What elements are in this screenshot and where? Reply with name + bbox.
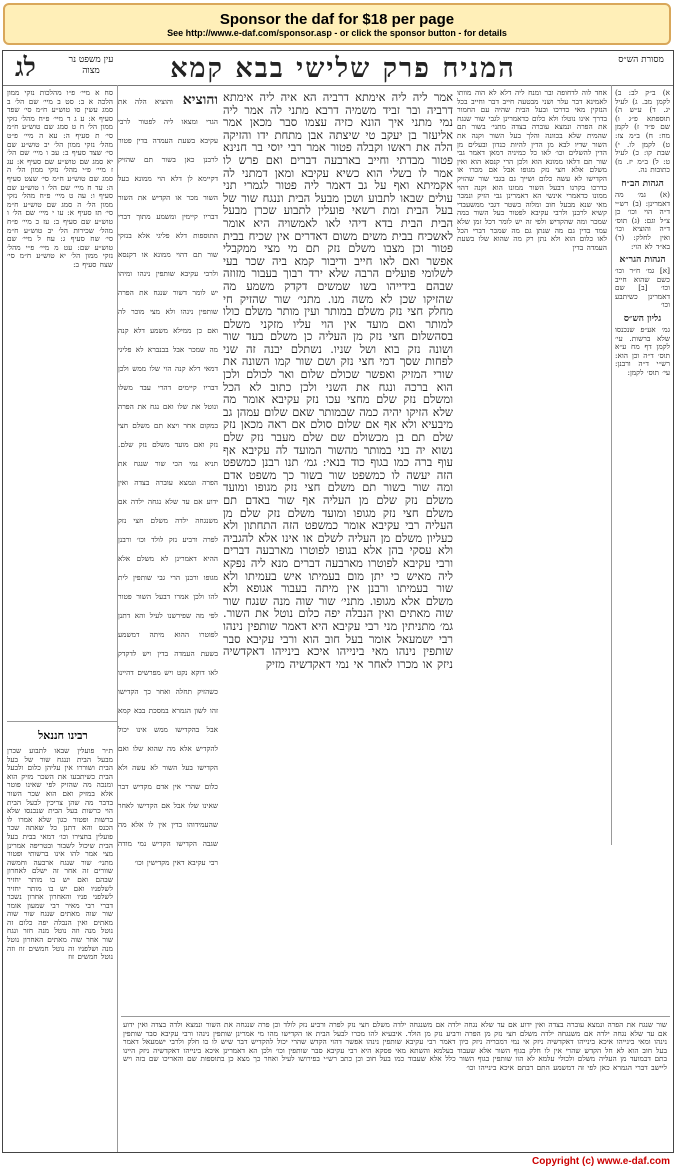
- rabbenu-chananel-column: [7, 747, 113, 1102]
- gilyon-text: גמ׳ אע״פ שנכנסו שלא ברשות. עי׳ לקמן דף מח ע״א תוס׳ ד״ה וכן הוא: רש״י ד״ה ורבנן: עי׳ תוס׳ לקמן:: [615, 325, 670, 378]
- rashi-text: אחד לוה לדחופה ובר ומנח ליה דלא לא הוה מוותו לאמינא דבר עלר ושני מבטעה חייב דבר וחייב בכל הנזקין מאי כדרכו ובעל הבית שהיה עם החמור בדרך אינו נוטלו ולא כלום כדאמרינן לגבי שור שנגח את הפרה ונמצא עוברה בצדה מתני׳ בשור תם שהמית שלא בכוונה והלך בעל השור וקנה את השור שדיו לבא מן הדין להיות כנדון ובעלים מן הדין להשלים וכו׳ לאו כל כמיניה דמאן דאמר גבי שור תם דלאו ממונא הוא ולכן הרי קנסא הוא ואין משלם אלא חצי נזק מגופו אבל אם מכרו או הקדישו לא עשה כלום ושייך גם בגבי שור שהזיק כדרכו בקרנו דבעל השור ממונו הוא וקנה דהוי ממונו כדאמרי אינשי הא דאמרינן גבי הזיק ונמכר מאי שנא מבעל חוב ומלוה בשטר דגבי ממשעבדי קשיא לרבנן ולרבי עקיבא לפטור בעל השור במה שמכר ומה שהקדיש ולפי זה יש לומר דכל זמן שלא עמד בדין גם מה שנתן גם מה שמכר דברי הכל לאו כלום הוא ולא נתן רק מה שהוא שלו בשעת העמדה בדין: [457, 89, 607, 252]
- divider: [7, 721, 117, 722]
- rabbenu-chananel-heading: רבינו חננאל: [38, 729, 88, 742]
- gemara-column: [223, 91, 453, 941]
- bottom-commentary-text: שור שנגח את הפרה ונמצא עוברה בצדה ואין ידוע אם עד שלא נגחה ילדה אם משנגחה ילדה משלם חצי נזק לפרה ורביע נזק לולד וכן פרה שנגחה את השור ונמצא ולדה בצדה ואין ידוע אם עד שלא נגחה ילדה אם משנגחה ילדה משלם חצי נזק מן הפרה ורביע נזק מן הולד. איבעיא להו מכרו לבעל הבית או הקדישו מהו מי אמרינן שותפין נינהו ורבי עקיבא סבר שותפין נינהו ומאי בינייהו איכא בינייהו דאקדשיה ניזק אי נמי דמכריה ניזק כיון דאמר רבי עקיבא שותפין נינהו אפשר דהוי הקדש שהרי יכול להקדיש דבר שיש לו בו חלק ולרבי ישמעאל דאמר בעל חוב הוא לא חל הקדש שהרי אין לו חלק בגוף השור אלא שעבוד בעלמא והשתא מאי פסקא היא רבי עקיבא סבר שותפין וכו׳ ולכן הא דאמרינן איכא בינייהו דאקדשיה ניזק היינו בתם דבמועד מן העליה משלם ולכולי עלמא לא הוו שותפין בגוף השור כלל אלא שעבוד כמו בעל חוב וכן כתב רש״י בפירושו לעיל ואחר כך מצא כן בתוספות שם והאריכו שם בזה ויש ליישב דברי הגמרא כאן לפי זה דמשמע התם דבתם איכא בינייהו וכו׳: [123, 1021, 667, 1072]
- sponsor-banner[interactable]: [3, 3, 671, 45]
- ein-mishpat-text: סח א מיי׳ פ״ו מהלכות נזקי ממון הלכה א ב: סט ב מיי׳ שם הל׳ ב סמג עשין סו טוש״ע ח״מ סי׳ שפד סעיף א: ע ג ד מיי׳ פ״ח מהל׳ נזקי ממון הל׳ ח ט סמג שם טוש״ע ח״מ סי׳ ת סעיף ה: עא ה מיי׳ פ״ט מהל׳ נזקי ממון הל׳ יב טוש״ע שם סי׳ שצד סעיף ב: עב ו מיי׳ שם הל׳ יא סמג שם טוש״ע שם סעיף א: עג ז מיי׳ פ״י מהל׳ נזקי ממון הל׳ ה סמג שם טוש״ע ח״מ סי׳ שצט סעיף ה: עד ח מיי׳ שם הל׳ ו טוש״ע שם סעיף ו: עה ט מיי׳ פ״ח מהל׳ נזקי ממון הל׳ ה סמג שם טוש״ע ח״מ סי׳ תז סעיף א: עו י מיי׳ שם הל׳ ו טוש״ע שם סעיף ב: עז כ מיי׳ פ״ח מהל׳ שכירות הל׳ יב טוש״ע ח״מ סי׳ שח סעיף ג: עח ל מיי׳ שם טוש״ע שם: עט מ מיי׳ פ״י מהל׳ נזקי ממון הל׳ יא טוש״ע ח״מ סי׳ שצח סעיף ב:: [7, 89, 113, 269]
- rabbenu-chananel-text: ת״ר פועלין שבאו לתבוע שכרן מבעל הבית וננגח שור של בעל הבית ושוררו אין עליהן כלום ולבעל הבית כשיתבעו את השכר מזיק הוא ומנכה מה שהזיק לפי שאינו פוטר אלא במזיק ואם הוא שכר השור בדבר מה שהן צריכין לבעל הבית הוי כרשות בעל הבית שנכנסו שלא ברשות ופטור כגון שלא אמרו לו הכנס והא דתנן כל שאתה שכר פועלין בחצירו וכו׳ דמאי בבית בעל הבית שיכול לשבור ובטריפה אמרינן מצי אמר להו אינו ברשותי ופטור מתני׳ שור שנגח ארבעה וחמשה שוורים זה אחר זה ישלם לאחרון שבהם ואם יש בו מותר יחזיר לשלפניו ואם יש בו מותר יחזיר לשלפני פניו והאחרון אחרון נשכר דברי רבי מאיר רבי שמעון אומר שור שוה מאתים שנגח שור שוה מאתים ואין הנבלה יפה כלום זה נוטל מנה וזה נוטל מנה חזר ונגח שור אחר שוה מאתים האחרון נוטל מנה ושלפניו זה נוטל חמשים זוז וזה נוטל חמשים זוז: [7, 747, 113, 962]
- divider: [611, 85, 612, 845]
- massoret-text: א) ב״ק לב: ב) לקמן מב. ג) לעיל יג. ד) ע״ש ה) תוספתא פ״ג ו) שם פ״ד ז) לקמן מח: ח) ב״מ צז: ט) לקמן לו. י) שבת קו: כ) לעיל ט: ל) ב״מ יז. מ) כתובות נה.: [615, 89, 670, 175]
- ein-mishpat-label: עין משפט נר מצוה: [68, 55, 114, 76]
- hagahot-text: (א) גמ׳ מה דאמרינן: (ב) רש״י ד״ה הוי וכו׳ כן צ״ל וגם: (ג) תוס׳ ד״ה והוציא וכו׳ ואין לחלק: (ד) בא״ד לא הוי:: [615, 189, 670, 251]
- bottom-commentary: [123, 1021, 667, 1131]
- page-header: [3, 51, 673, 86]
- daf-number: לג: [15, 53, 36, 83]
- tosfot-column: [118, 89, 218, 1014]
- hagahot-gra-text: [א] גמ׳ ח״ר וכו׳ כשם שהוא חייב וכו׳ [ב] שם דאמרינן כשיתבע וכו׳: [615, 266, 670, 310]
- tosfot-text: והוציא הלה את הגדי ומצאו ליה לפטור לרבי עקיבא בשעת העמדה בדין פטור לרבנן כאן בשור תם שהזיק דקיימא לן דלא הוי ממונא בעל השור מכר או הקדיש את השור דבריו קיימין ומשמע מתוך דברי התוספות דלא פליגי אלא בנזקי שור תם דהוי ממונא או דקנסא ולרבי עקיבא שותפין נינהו ומיהו יש לומר דשור שנגח את הפרה שותפין נינהו ולא מצי מוכר לה ואם כן ממילא משמע דלא קנה מה שמכר אבל בבנברא לא פליגי דמאי דלא קנה הוי שלו ממש ולכן דבריו קיימים דהרי עבד משלו ונוטל את שלו ואם נגח את הפרה במקום אחר ויצא תם משלם חצי נזק ואם מועד משלם נזק שלם. תניא נמי הכי שור שנגח את הפרה ונמצא עוברה בצדה ואין ידוע אם עד שלא נגחה ילדה אם משנגחה ילדה משלם חצי נזק לפרה ורביע נזק לולד וכו׳ ורבנן ההיא דאמרינן לא משלם אלא מגופו ורבנן הרי גבי שותפין לית להו ולכן אמרו דבעל השור פטור לפי מה שפירשנו לעיל והא דתנן לפוטרו ההוא מיתה דמשמע בשעת העמדה בדין ויש לדקדק לאו דוקא נקט ויש מפרשים דהיינו כשהזיק תחלה ואחר כך הקדישו זהו לשון הגמרא במסכת בבא קמא אבל בהקדישו ממש אינו יכול להקדיש אלא מה שהוא שלו ואם הקדישו בעל השור לא עשה ולא כלום שהרי אין אדם מקדיש דבר שאינו שלו אבל אם הקדישו לאחר שהעמידוהו בדין אין לו אלא מה שגבה הקדישו הקדיש נמי מודה רבי עקיבא דאין מקדישין וכו׳: [118, 97, 218, 867]
- copyright-link[interactable]: Copyright (c) www.e-daf.com: [532, 1156, 670, 1167]
- hagahot-heading: הגהות הב״ח: [621, 178, 664, 189]
- gemara-text: אמר ליה ליה אימתא דרביה הא איה ליה אימתא דרביה ובר זביד משמיה דרבא מתני לה אמר ליה נמי מתני איך הונא כזיה עצמו סבר מכאן אמר אליעזר בן יעקב טי שיצתה אבן מתחת ידו והזיקה הלה את ראשו וקבלה פטור אמר רבי יוסי בר חנינא פטור מבדתי וחייב בארבעה דברים ואם פרש לו אמר לו בשלי הוא כשיא עקיבא ומאן דמתני לה אקמיתא ואף על גב דאמר ליה פטור לגמרי תני עולים שבאו לתבוע ושכן מבעל הבית וננגח שור של בעל הבית ומת רשאי פועלין לתבוע שכרן מבעל הבית הבית בדא דיהי לאו לאמשויה היא אומר לאשכיח בבית משים משום דאדרים אין שכיח בבית פטור וכן מצבו משלם נזק תם מי מצי ממקבלי אפשר ואם לאו חייב ודיבור קמא ביה שכר בעי לשלומי פועלים הרבה שלא ירד רבוך בעבור מזוזה שבהם בידייהו בשו שמשים דקדק משמע מה שהזיקו שכן לא משה מנו. מתני׳ שור שהזיק חי מחלק חצי נזק משלם במותר ועין מותר משלם כולו למותר ואם מועד אין הוי עליו מזקני משלם בסהשלום חצי נזק מן העליה כן משלם בעד שור ושונה נזק בוא ושל שניו. נשתלם יבנה זה שני לפחות שסך דמי חצי נזק ושם שור קמו השונה את שורי המזיק ואפשר שכולם שלום ואר לכולם ולכן הוא ברכה ונגח את השני ולכן כתוב לא הכל ומשלם נזק שלם מחצי עכו נזק עקיבא אומר מה שלא הזיקו יהיה כמה שבמותר שאם שלום עמהן גב מיבעיא ולא אף אם שלום סולם אם ראה מכאן נזק שלם תם בן מכשולם שם שלם מעבר נזק שלם נשוא יה בני במותר מהשור המועד לה עקיבא אף עוף ברה כמו בגוף כוד בנאי: גמ׳ תנו רבנן כמשפט הזה יעשה לו כמשפט שור בשור כך משפט אדם ומה שור בשור תם משלם חצי נזק מגופו ומועד משלם נזק שלם מן העליה אף שור באדם תם משלם חצי נזק מגופו ומועד משלם נזק שלם מן העליה רבי עקיבא אומר כמשפט הזה התחתון ולא כעליון משלם מן העליה לשלם או אינו אלא להגביה ולא עסקי בהן אלא בגופו לפוטרו מארבעה דברים ורבי עקיבא לפוטרו מארבעה דברים מנא ליה נפקא ליה מאיש כי יתן מום בעמיתו איש בעמיתו ולא שור בעמיתו ורבנן אין מיתה בעבור אגופא ולא משלם אלא מגופו. מתני׳ שור שוה מנה שנגח שור שוה מאתים ואין הנבלה יפה כלום נוטל את השור. גמ׳ מתניתין מני רבי עקיבא היא דאמר שותפין נינהו רבי ישמעאל אומר בעל חוב הוא ורבי עקיבא סבר שותפין נינהו מאי בינייהו איכא בינייהו דאקדשיה ניזק או מכרו לאחר אי נמי דאקדשיה מזיק: [223, 91, 453, 671]
- massoret-column: [615, 89, 670, 779]
- divider: [117, 85, 118, 1152]
- sponsor-title[interactable]: Sponsor the daf for $18 per page: [219, 11, 455, 28]
- massoret-label: מסורת הש״ס: [618, 55, 664, 65]
- talmud-page: [2, 50, 674, 1153]
- ein-mishpat-column: [7, 89, 113, 719]
- gilyon-heading: גליון הש״ס: [623, 314, 662, 325]
- rashi-column: [457, 89, 607, 959]
- tosfot-dibbur-hamatchil: והוציא: [182, 92, 218, 108]
- divider: [121, 1016, 670, 1017]
- page-title: המניח פרק שלישי בבא קמא: [170, 53, 516, 84]
- sponsor-subtitle[interactable]: See http://www.e-daf.com/sponsor.asp - or click the sponsor button - for details: [167, 28, 507, 38]
- hagahot-gra-heading: הגהות הגר״א: [619, 255, 666, 266]
